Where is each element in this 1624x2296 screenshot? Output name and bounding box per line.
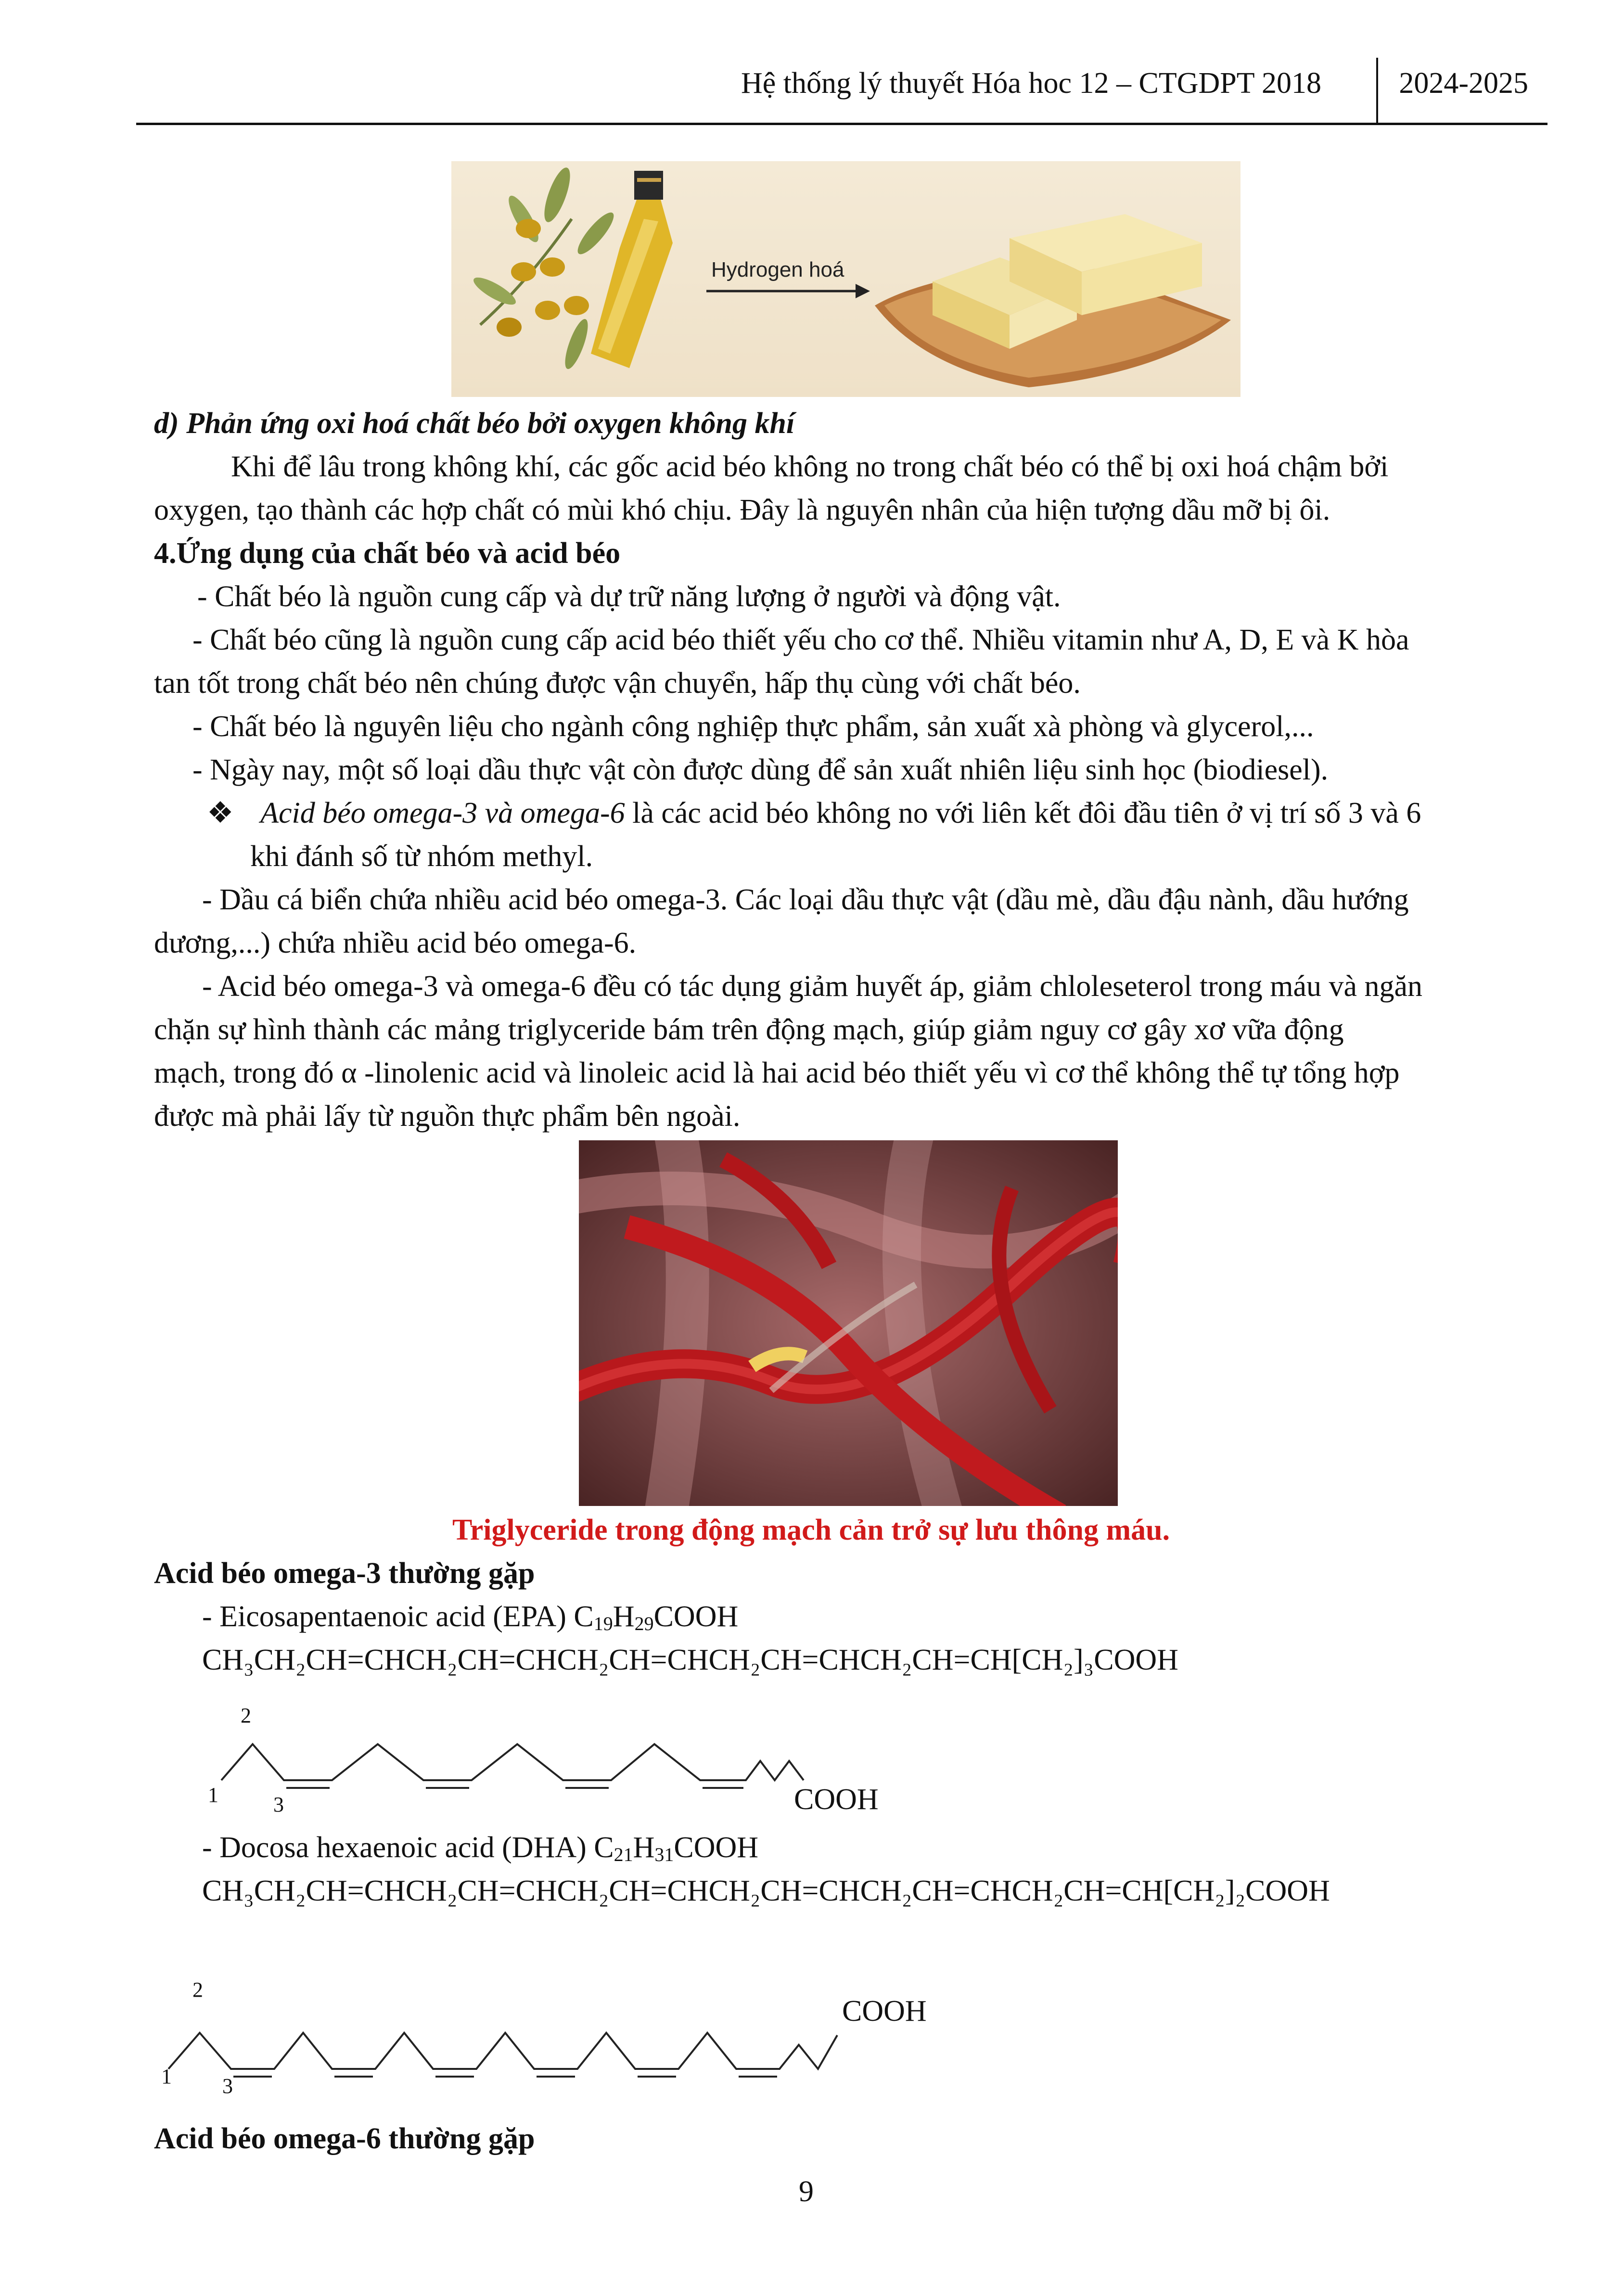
section-4-bullet-3: - Chất béo là nguyên liệu cho ngành công nghiệp thực phẩm, sản xuất xà phòng và glycerol,... — [192, 710, 1314, 743]
section-4-bullet-6-line1: - Acid béo omega-3 và omega-6 đều có tác dụng giảm huyết áp, giảm chloleseterol trong máu và ngăn — [202, 970, 1423, 1003]
butter-board-icon — [875, 214, 1231, 387]
omega-bullet-line2: khi đánh số từ nhóm methyl. — [250, 840, 593, 873]
dha-carbon-count: 21 — [614, 1844, 633, 1865]
dha-cooh-label: COOH — [842, 1995, 927, 2028]
header-year: 2024-2025 — [1399, 67, 1528, 100]
artery-caption: Triglyceride trong động mạch cản trở sự lưu thông máu. — [452, 1514, 1170, 1546]
section-4-bullet-2-line1: - Chất béo cũng là nguồn cung cấp acid béo thiết yếu cho cơ thể. Nhiều vitamin như A, D, E và K hòa — [192, 624, 1409, 656]
header-divider — [1376, 58, 1378, 123]
epa-h-label: H — [613, 1600, 635, 1633]
section-d-line2: oxygen, tạo thành các hợp chất có mùi khó chịu. Đây là nguyên nhân của hiện tượng dầu mỡ bị ôi. — [154, 494, 1330, 526]
header-title: Hệ thống lý thuyết Hóa hoc 12 – CTGDPT 2018 — [741, 67, 1321, 100]
dha-hydrogen-count: 31 — [654, 1844, 674, 1865]
hydrogenation-illustration — [451, 161, 1240, 397]
omega-6-heading: Acid béo omega-6 thường gặp — [154, 2122, 535, 2155]
dha-formula-tail: COOH — [674, 1831, 759, 1864]
dha-carbon-label-2: 2 — [192, 1978, 203, 2002]
section-4-bullet-2-line2: tan tốt trong chất béo nên chúng được vận chuyển, hấp thụ cùng với chất béo. — [154, 667, 1081, 700]
oil-bottle-icon — [591, 171, 673, 368]
section-4-bullet-4: - Ngày nay, một số loại dầu thực vật còn được dùng để sản xuất nhiên liệu sinh học (biodiesel). — [192, 753, 1329, 786]
section-4-bullet-6-line4: được mà phải lấy từ nguồn thực phẩm bên ngoài. — [154, 1100, 741, 1133]
section-4-bullet-5-line2: dương,...) chứa nhiều acid béo omega-6. — [154, 927, 637, 959]
section-4-bullet-6-line3: mạch, trong đó α -linolenic acid và linoleic acid là hai acid béo thiết yếu vì cơ thể không thể tự tổng hợp — [154, 1057, 1400, 1089]
section-4-bullet-5-line1: - Dầu cá biển chứa nhiều acid béo omega-3. Các loại dầu thực vật (dầu mè, dầu đậu nành, dầu hướng — [202, 883, 1409, 916]
omega-definition: là các acid béo không no với liên kết đôi đầu tiên ở vị trí số 3 và 6 — [625, 797, 1421, 829]
dha-zigzag — [159, 1973, 881, 2098]
section-4-bullet-6-line2: chặn sự hình thành các mảng triglyceride bám trên động mạch, giúp giảm nguy cơ gây xơ vữa động — [154, 1013, 1344, 1046]
page-header — [136, 58, 1547, 125]
arrow-icon — [706, 284, 870, 298]
epa-condensed-formula: CH₃CH₂CH=CHCH₂CH=CHCH₂CH=CHCH₂CH=CHCH₂CH=CH[CH₂]₃COOH — [202, 1644, 1178, 1676]
epa-carbon-label-1: 1 — [208, 1783, 218, 1807]
epa-skeletal-structure — [212, 1694, 837, 1836]
epa-formula-tail: COOH — [653, 1600, 739, 1633]
artery-figure — [579, 1140, 1118, 1506]
epa-carbon-label-3: 3 — [273, 1793, 284, 1816]
dha-condensed-formula: CH₃CH₂CH=CHCH₂CH=CHCH₂CH=CHCH₂CH=CHCH₂CH=CHCH₂CH=CH[CH₂]₂COOH — [202, 1875, 1330, 1907]
artery-illustration — [579, 1140, 1118, 1506]
epa-hydrogen-count: 29 — [634, 1613, 654, 1634]
dha-name-line — [202, 1826, 758, 1869]
dha-name: - Docosa hexaenoic acid (DHA) C — [202, 1831, 614, 1864]
hydrogenation-label: Hydrogen hoá — [711, 258, 844, 281]
section-d-heading: d) Phản ứng oxi hoá chất béo bởi oxygen không khí — [154, 407, 795, 440]
section-d-line1: Khi để lâu trong không khí, các gốc acid béo không no trong chất béo có thể bị oxi hoá chậm bởi — [231, 450, 1389, 483]
page-number: 9 — [799, 2175, 814, 2208]
section-4-heading: 4.Ứng dụng của chất béo và acid béo — [154, 537, 621, 570]
epa-zigzag — [212, 1694, 837, 1833]
dha-carbon-label-1: 1 — [161, 2065, 172, 2088]
section-4-bullet-1: - Chất béo là nguồn cung cấp và dự trữ năng lượng ở người và động vật. — [197, 580, 1061, 613]
epa-carbon-label-2: 2 — [241, 1704, 251, 1727]
epa-cooh-label: COOH — [794, 1783, 879, 1816]
diamond-bullet-icon: ❖ — [207, 797, 234, 829]
omega-term: Acid béo omega-3 và omega-6 — [260, 797, 625, 829]
epa-name: - Eicosapentaenoic acid (EPA) C — [202, 1600, 594, 1633]
dha-skeletal-structure — [159, 1973, 881, 2100]
hydrogenation-figure — [451, 161, 1240, 397]
dha-carbon-label-3: 3 — [222, 2074, 233, 2098]
omega-bullet-line1 — [207, 791, 1421, 835]
dha-h-label: H — [633, 1831, 655, 1864]
epa-name-line — [202, 1595, 738, 1638]
omega-3-heading: Acid béo omega-3 thường gặp — [154, 1557, 535, 1590]
epa-carbon-count: 19 — [593, 1613, 613, 1634]
